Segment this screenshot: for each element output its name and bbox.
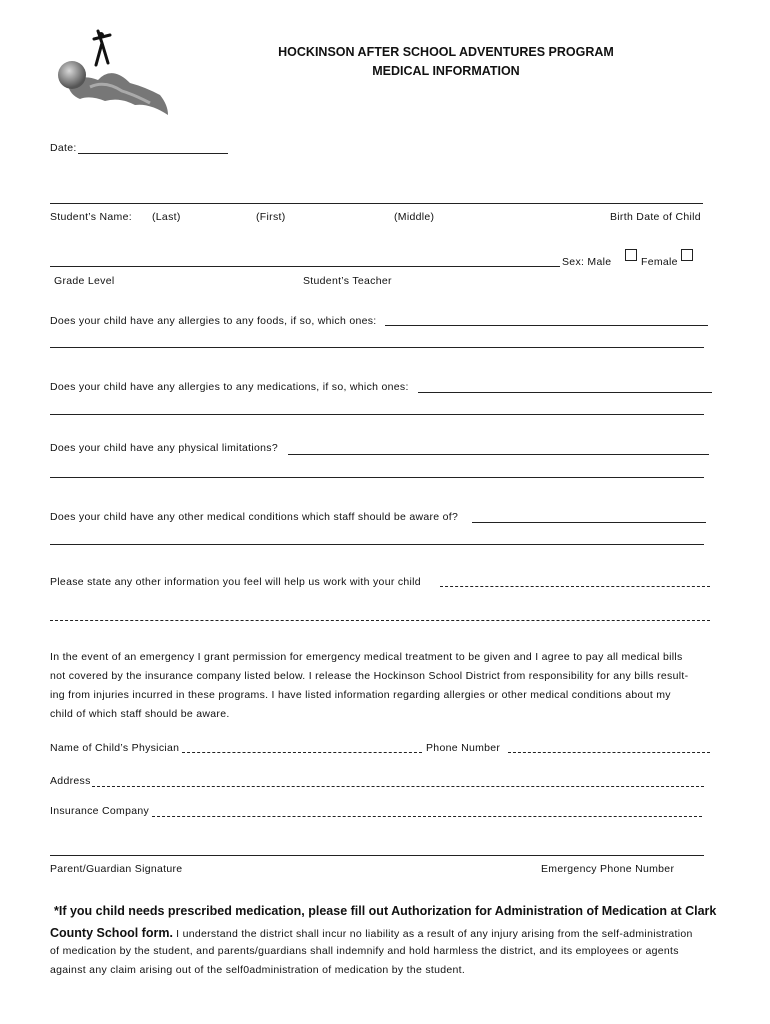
form-title-line1: HOCKINSON AFTER SCHOOL ADVENTURES PROGRAM xyxy=(278,45,614,59)
address-label: Address xyxy=(50,775,91,787)
signature-field[interactable] xyxy=(50,855,704,856)
other-info-field-2[interactable] xyxy=(50,620,710,621)
address-field[interactable] xyxy=(92,786,704,787)
sex-male-label: Sex: Male xyxy=(562,256,612,268)
insurance-company-label: Insurance Company xyxy=(50,805,150,817)
other-info-question: Please state any other information you feel will help us work with your child xyxy=(50,576,421,588)
footnote-bold-line-2: County School form. xyxy=(50,926,173,940)
first-name-label: (First) xyxy=(256,211,286,223)
food-allergies-field-2[interactable] xyxy=(50,347,704,348)
grade-level-label: Grade Level xyxy=(54,275,115,287)
phone-number-field[interactable] xyxy=(508,752,710,753)
parent-signature-label: Parent/Guardian Signature xyxy=(50,863,183,875)
insurance-company-field[interactable] xyxy=(152,816,702,817)
sex-female-label: Female xyxy=(641,256,678,268)
footnote-line-1-rest: I understand the district shall incur no liability as a result of any injury arising from the self-administration xyxy=(172,928,693,940)
date-field[interactable] xyxy=(78,153,228,154)
medication-allergies-field-2[interactable] xyxy=(50,414,704,415)
physician-label: Name of Child’s Physician xyxy=(50,742,180,754)
program-logo xyxy=(50,25,175,120)
footnote-line-1 xyxy=(50,924,693,942)
middle-name-label: (Middle) xyxy=(394,211,435,223)
birth-date-label: Birth Date of Child xyxy=(610,211,701,223)
emergency-phone-label: Emergency Phone Number xyxy=(541,863,675,875)
grade-teacher-field[interactable] xyxy=(50,266,560,267)
other-conditions-field-2[interactable] xyxy=(50,544,704,545)
food-allergies-field[interactable] xyxy=(385,325,708,326)
last-name-label: (Last) xyxy=(152,211,181,223)
date-label: Date: xyxy=(50,142,77,154)
consent-line-1: In the event of an emergency I grant permission for emergency medical treatment to be given and I agree to pay all medical bills xyxy=(50,651,683,663)
medication-allergies-field[interactable] xyxy=(418,392,712,393)
other-info-field[interactable] xyxy=(440,586,710,587)
footnote-bold-line-1: *If you child needs prescribed medication, please fill out Authorization for Administration of Medication at Clark xyxy=(54,904,717,918)
female-checkbox[interactable] xyxy=(681,249,693,261)
phone-number-label: Phone Number xyxy=(426,742,501,754)
other-conditions-field[interactable] xyxy=(472,522,706,523)
other-conditions-question: Does your child have any other medical conditions which staff should be aware of? xyxy=(50,511,459,523)
male-checkbox[interactable] xyxy=(625,249,637,261)
consent-line-4: child of which staff should be aware. xyxy=(50,708,230,720)
consent-line-3: ing from injuries incurred in these programs. I have listed information regarding allergies or other medical conditions about my xyxy=(50,689,671,701)
student-teacher-label: Student’s Teacher xyxy=(303,275,392,287)
physical-limitations-question: Does your child have any physical limitations? xyxy=(50,442,278,454)
physician-field[interactable] xyxy=(182,752,422,753)
medication-allergies-question: Does your child have any allergies to any medications, if so, which ones: xyxy=(50,381,409,393)
consent-line-2: not covered by the insurance company listed below. I release the Hockinson School District from responsibility for any bills result- xyxy=(50,670,689,682)
physical-limitations-field[interactable] xyxy=(288,454,709,455)
footnote-line-3: against any claim arising out of the self0administration of medication by the student. xyxy=(50,964,466,976)
student-name-field[interactable] xyxy=(50,203,703,204)
form-title-line2: MEDICAL INFORMATION xyxy=(372,64,520,78)
footnote-line-2: of medication by the student, and parents/guardians shall indemnify and hold harmless the district, and its employees or agents xyxy=(50,945,679,957)
physical-limitations-field-2[interactable] xyxy=(50,477,704,478)
student-name-label: Student’s Name: xyxy=(50,211,132,223)
food-allergies-question: Does your child have any allergies to any foods, if so, which ones: xyxy=(50,315,377,327)
